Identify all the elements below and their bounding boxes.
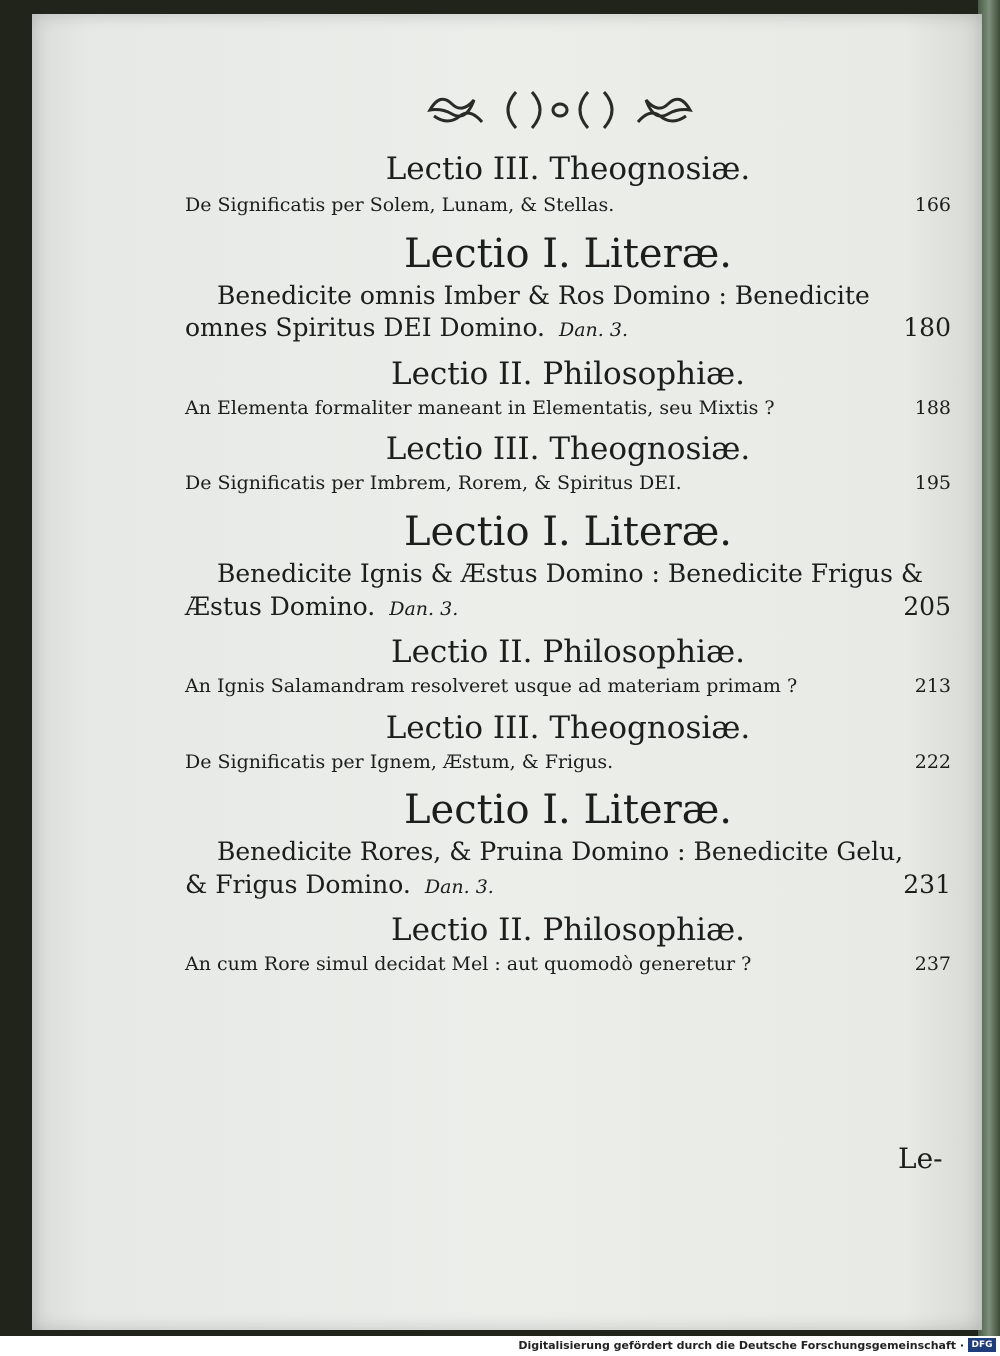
section-heading: Lectio I. Literæ. — [403, 787, 733, 834]
toc-entry — [185, 355, 951, 421]
page-number: 213 — [914, 675, 951, 698]
entry-line — [185, 471, 951, 496]
catchword: Le- — [898, 1142, 943, 1175]
section-heading: Lectio II. Philosophiæ. — [391, 355, 745, 392]
footer-bar — [0, 1336, 1000, 1356]
entry-line-2 — [185, 869, 951, 902]
dfg-logo: DFG — [968, 1338, 996, 1352]
table-of-contents — [185, 146, 951, 977]
entry-line-1: Benedicite Rores, & Pruina Domino : Benedicite Gelu, — [217, 837, 904, 867]
section-heading: Lectio I. Literæ. — [403, 509, 733, 556]
toc-entry — [185, 787, 951, 901]
section-heading: Lectio II. Philosophiæ. — [391, 912, 745, 949]
entry-line-2 — [185, 312, 951, 345]
entry-title: De Significatis per Ignem, Æstum, & Frigus. — [185, 750, 614, 773]
entry-text — [185, 558, 951, 623]
entry-title: De Significatis per Solem, Lunam, & Stellas. — [185, 194, 615, 216]
entry-line-2 — [185, 591, 951, 624]
page-number: 205 — [903, 591, 951, 621]
scripture-reference: Dan. 3. — [424, 875, 494, 898]
entry-title: De Significatis per Imbrem, Rorem, & Spiritus DEI. — [185, 472, 682, 495]
toc-entry — [185, 230, 951, 345]
section-heading: Lectio III. Theognosiæ. — [385, 709, 751, 746]
entry-line — [185, 193, 951, 218]
entry-line — [185, 674, 951, 699]
scripture-reference: Dan. 3. — [559, 319, 629, 342]
entry-line-2-text: omnes Spiritus DEI Domino. — [185, 313, 545, 343]
page-number: 195 — [914, 472, 951, 495]
entry-title: An Elementa formaliter maneant in Elementatis, seu Mixtis ? — [185, 396, 775, 419]
page-number: 180 — [903, 313, 951, 343]
entry-text — [185, 836, 951, 901]
page-number: 222 — [914, 750, 951, 773]
entry-line — [185, 952, 951, 977]
toc-entry — [185, 509, 951, 623]
section-heading: Lectio II. Philosophiæ. — [391, 634, 745, 671]
entry-line-1: Benedicite omnis Imber & Ros Domino : Benedicite — [217, 280, 870, 310]
entry-line-2-text: Æstus Domino. — [185, 591, 376, 621]
toc-entry — [185, 709, 951, 775]
entry-line-1: Benedicite Ignis & Æstus Domino : Benedicite Frigus & — [217, 559, 924, 589]
funding-notice: Digitalisierung gefördert durch die Deutsche Forschungsgemeinschaft · — [518, 1339, 964, 1352]
entry-title: An Ignis Salamandram resolveret usque ad materiam primam ? — [185, 675, 798, 698]
fleuron-ornament-icon — [420, 82, 700, 138]
section-heading: Lectio III. Theognosiæ. — [385, 431, 751, 468]
toc-entry — [185, 431, 951, 496]
toc-entry — [185, 912, 951, 977]
page-number: 237 — [914, 953, 951, 976]
entry-title: An cum Rore simul decidat Mel : aut quomodò generetur ? — [185, 953, 752, 976]
page-number: 231 — [903, 869, 951, 899]
entry-line-2-text: & Frigus Domino. — [185, 869, 411, 899]
toc-entry — [185, 634, 951, 699]
scripture-reference: Dan. 3. — [389, 597, 459, 620]
page-number: 188 — [914, 396, 951, 419]
toc-entry — [185, 151, 951, 218]
entry-text — [185, 280, 951, 345]
entry-line — [185, 396, 951, 421]
section-heading: Lectio I. Literæ. — [403, 230, 733, 277]
entry-line — [185, 750, 951, 775]
page-number: 166 — [914, 194, 951, 216]
section-heading: Lectio III. Theognosiæ. — [385, 151, 751, 187]
